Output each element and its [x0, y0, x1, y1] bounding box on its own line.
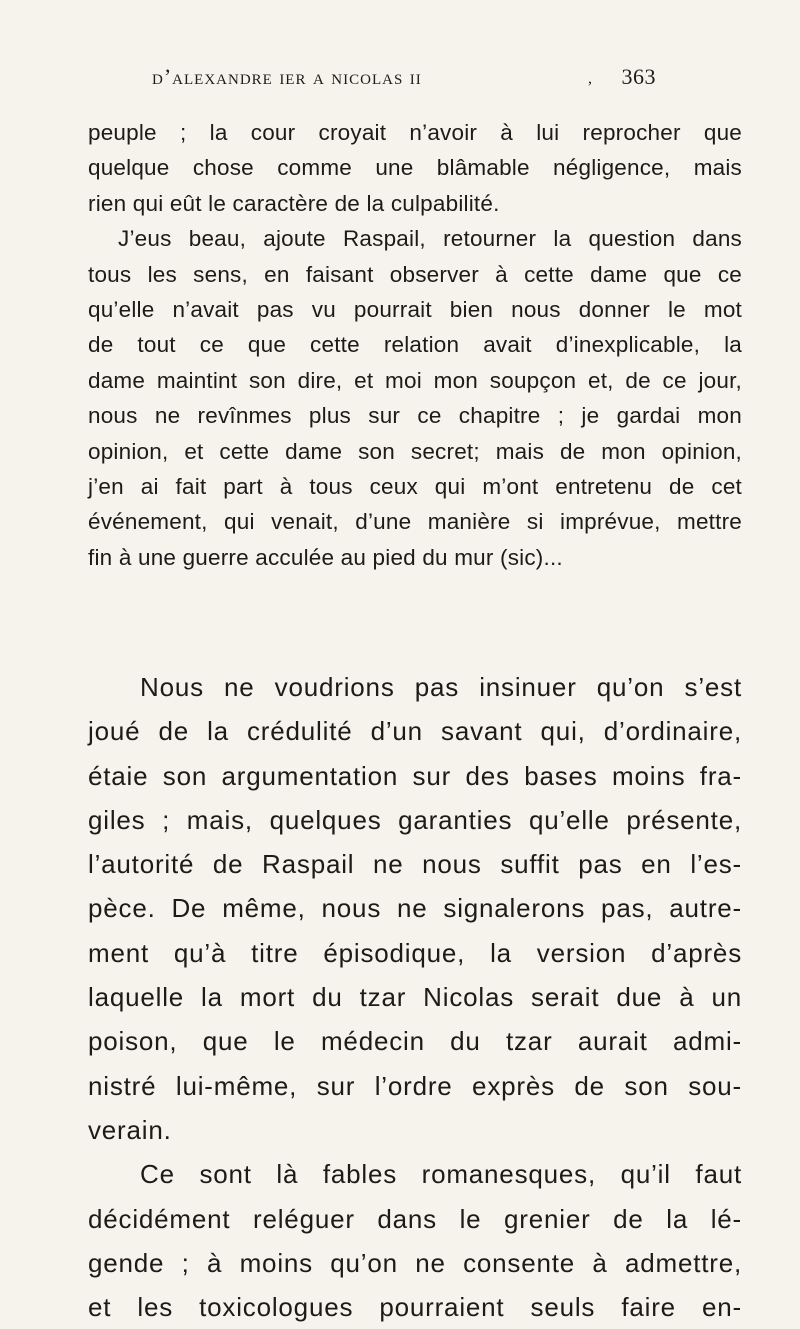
quote-line: fin à une guerre acculée au pied du mur (sic)...	[88, 544, 563, 570]
body-line: gende ; à moins qu’on ne consente à admettre,	[88, 1247, 742, 1278]
quote-line: quelque chose comme une blâmable négligence, mais	[88, 155, 742, 181]
body-line: Ce sont là fables romanesques, qu’il faut	[140, 1159, 742, 1190]
quoted-passage	[88, 115, 742, 575]
quote-line: dame maintint son dire, et moi mon soupçon et, de ce jour,	[88, 367, 742, 393]
body-line: verain.	[88, 1114, 172, 1145]
quote-line: événement, qui venait, d’une manière si imprévue, mettre	[88, 509, 742, 535]
body-line: laquelle la mort du tzar Nicolas serait due à un	[88, 982, 742, 1013]
main-paragraphs	[88, 665, 742, 1329]
quote-line: de tout ce que cette relation avait d’inexplicable, la	[88, 332, 742, 358]
body-line: poison, que le médecin du tzar aurait admi-	[88, 1026, 742, 1057]
body-line: giles ; mais, quelques garanties qu’elle présente,	[88, 804, 742, 835]
quote-line: j’en ai fait part à tous ceux qui m’ont entretenu de cet	[88, 473, 742, 499]
body-line: étaie son argumentation sur des bases moins fra-	[88, 760, 742, 791]
body-line: Nous ne voudrions pas insinuer qu’on s’est	[140, 672, 742, 702]
body-line: décidément reléguer dans le grenier de la lé-	[88, 1203, 742, 1234]
body-line: et les toxicologues pourraient seuls faire en-	[88, 1292, 742, 1323]
quote-line: opinion, et cette dame son secret; mais de mon opinion,	[88, 438, 742, 464]
body-line: pèce. De même, nous ne signalerons pas, autre-	[88, 893, 742, 924]
running-head-title: d’alexandre ier a nicolas ii	[152, 64, 422, 89]
body-line: l’autorité de Raspail ne nous suffit pas en l’es-	[88, 849, 742, 880]
quote-line: J’eus beau, ajoute Raspail, retourner la question dans	[118, 226, 742, 252]
quote-line: rien qui eût le caractère de la culpabilité.	[88, 190, 500, 216]
quote-line: tous les sens, en faisant observer à cette dame que ce	[88, 261, 742, 287]
page-number: 363	[621, 64, 656, 89]
body-line: joué de la crédulité d’un savant qui, d’ordinaire,	[88, 716, 742, 747]
running-head-mark: ,	[588, 70, 593, 87]
body-line: nistré lui-même, sur l’ordre exprès de son sou-	[88, 1070, 742, 1101]
quote-line: qu’elle n’avait pas vu pourrait bien nous donner le mot	[88, 296, 742, 322]
body-line: ment qu’à titre épisodique, la version d’après	[88, 937, 742, 968]
quote-line: peuple ; la cour croyait n’avoir à lui reprocher que	[88, 120, 742, 145]
running-head	[152, 64, 656, 90]
quote-line: nous ne revînmes plus sur ce chapitre ; je gardai mon	[88, 403, 742, 429]
